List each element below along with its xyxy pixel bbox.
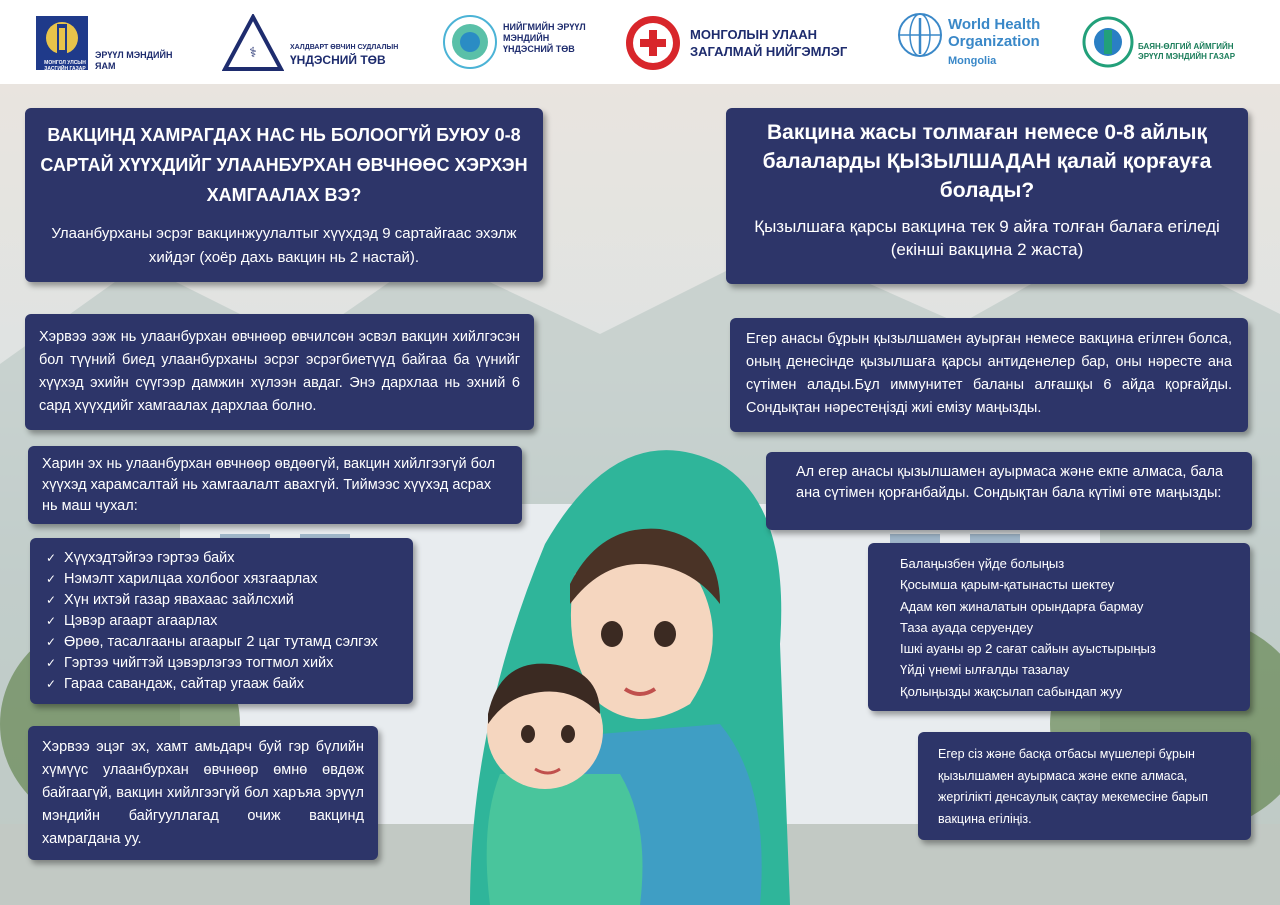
checklist-item: ✓ Нэмэлт харилцаа холбоог хязгаарлах — [46, 569, 397, 590]
bayan-olgii-icon — [1082, 14, 1134, 70]
bayan-olgii-name: БАЯН-ӨЛГИЙ АЙМГИЙН ЭРҮҮЛ МЭНДИЙН ГАЗАР — [1138, 42, 1236, 61]
svg-text:⚕: ⚕ — [249, 45, 257, 61]
left-no-protection-card — [28, 446, 522, 524]
left-checklist-card — [30, 538, 413, 704]
right-title: Вакцина жасы толмаған немесе 0-8 айлық балаларды ҚЫЗЫЛШАДАН қалай қорғауға болады? — [762, 121, 1212, 202]
check-icon: ✓ — [46, 677, 57, 691]
red-cross-icon — [624, 14, 682, 72]
right-intro: Қызылшаға қарсы вакцина тек 9 айға толған балаға егіледі (екінші вакцина 2 жаста) — [754, 217, 1220, 259]
list-item: Үйді үнемі ылғалды тазалау — [900, 662, 1070, 678]
list-item: Балаңызбен үйде болыңыз — [900, 556, 1065, 571]
check-icon: ✓ — [46, 635, 57, 649]
checklist-item: ✓ Гэртээ чийгтэй цэвэрлэгээ тогтмол хийх — [46, 653, 397, 674]
left-antibodies-card — [25, 314, 534, 430]
left-intro: Улаанбурханы эсрэг вакцинжуулалтыг хүүхдэд 9 сартайгаас эхэлж хийдэг (хоёр дахь вакцин нь 2 настай). — [51, 225, 517, 266]
nccd-small-text: ХАЛДВАРТ ӨВЧИН СУДЛАЛЫН — [290, 44, 399, 51]
left-antibodies-text: Хэрвээ ээж нь улаанбурхан өвчнөөр өвчилсөн эсвэл вакцин хийлгэсэн бол түүний биед улаанбурханы эсрэг эсрэгбиетүүд байгаа ба үүнийг хүүхэд эхийн сүүгээр дамжин хүлээн авдаг. Энэ дархлаа нь эхний 6 сард хүүхдийг хамгаалах дархлаа болно. — [39, 329, 520, 414]
check-icon: ✓ — [46, 572, 57, 586]
check-icon: ✓ — [46, 593, 57, 607]
right-title-card — [726, 108, 1248, 284]
left-title: ВАКЦИНД ХАМРАГДАХ НАС НЬ БОЛООГҮЙ БУЮУ 0-8 САРТАЙ ХҮҮХДИЙГ УЛААНБУРХАН ӨВЧНӨӨС ХЭРХЭН ХАМГААЛАХ ВЭ? — [40, 125, 528, 205]
who-globe-icon — [897, 12, 943, 58]
right-care-list-card — [868, 543, 1250, 711]
left-vaccinate-card — [28, 726, 378, 860]
ministry-name: ЭРҮҮЛ МЭНДИЙН ЯАМ — [95, 50, 173, 71]
checklist-item: ✓ Хүүхэдтэйгээ гэртээ байх — [46, 548, 397, 569]
list-item: Қосымша қарым-қатынасты шектеу — [900, 577, 1115, 593]
who-line1: World Health — [948, 16, 1041, 33]
list-item: Қолыңызды жақсылап сабындап жуу — [900, 683, 1123, 699]
logo-bar — [0, 0, 1280, 84]
public-health-name: НИЙГМИЙН ЭРҮҮЛ МЭНДИЙН ҮНДЭСНИЙ ТӨВ — [503, 22, 586, 54]
left-title-card — [25, 108, 543, 282]
ministry-small-text: МОНГОЛ УЛСЫН ЗАСГИЙН ГАЗАР — [44, 60, 86, 72]
right-antibodies-card — [730, 318, 1248, 432]
list-item: Таза ауада серуендеу — [900, 619, 1034, 635]
public-health-icon — [442, 14, 498, 70]
checklist-item: ✓ Өрөө, тасалгааны агаарыг 2 цаг тутамд сэлгэх — [46, 632, 397, 653]
left-checklist — [46, 548, 397, 695]
checklist-item: ✓ Цэвэр агаарт агаарлах — [46, 611, 397, 632]
who-line2: Organization — [948, 33, 1040, 50]
check-icon: ✓ — [46, 551, 57, 565]
checklist-item: ✓ Хүн ихтэй газар явахаас зайлсхий — [46, 590, 397, 611]
right-antibodies-text: Егер анасы бұрын қызылшамен ауырған немесе вакцина егілген болса, оның денесінде қызылшаға қарсы антиденелер бар, оны нәресте ана сүтімен алады.Бұл иммунитет баланы алғашқы 6 айда қорғайды. Сондықтан нәрестеңізді жиі емізу маңызды. — [746, 331, 1232, 416]
red-cross-name: МОНГОЛЫН УЛААН ЗАГАЛМАЙ НИЙГЭМЛЭГ — [690, 27, 848, 59]
list-item: Адам көп жиналатын орындарға бармау — [900, 598, 1144, 614]
right-vaccinate-text: Егер сіз және басқа отбасы мүшелері бұрын қызылшамен ауырмаса және екпе алмаса, жергілікті денсаулық сақтау мекемесіне барып вакцина егіліңіз. — [938, 747, 1208, 826]
who-line3: Mongolia — [948, 55, 997, 67]
list-item: Ішкі ауаны әр 2 сағат сайын ауыстырыңыз — [900, 641, 1156, 657]
nccd-triangle-icon — [222, 14, 284, 72]
right-no-protection-text: Ал егер анасы қызылшамен ауырмаса және екпе алмаса, бала ана сүтімен қорғанбайды. Сондықтан бала күтімі өте маңызды: — [796, 464, 1223, 501]
right-no-protection-card — [766, 452, 1252, 530]
nccd-name: ҮНДЭСНИЙ ТӨВ — [290, 53, 386, 67]
right-care-list — [900, 553, 1218, 702]
right-vaccinate-card — [918, 732, 1251, 840]
check-icon: ✓ — [46, 656, 57, 670]
check-icon: ✓ — [46, 614, 57, 628]
left-no-protection-text: Харин эх нь улаанбурхан өвчнөөр өвдөөгүй, вакцин хийлгээгүй бол хүүхэд харамсалтай нь хамгаалалт авахгүй. Тиймээс хүүхэд асрах нь маш чухал: — [42, 456, 496, 514]
checklist-item: ✓ Гараа савандаж, сайтар угааж байх — [46, 674, 397, 695]
left-vaccinate-text: Хэрвээ эцэг эх, хамт амьдарч буй гэр бүлийн хүмүүс улаанбурхан өвчнөөр өмнө өвдөж байгаагүй, вакцин хийлгээгүй бол харъяа эрүүл мэндийн байгууллагад очиж вакцинд хамрагдана уу. — [42, 739, 364, 847]
